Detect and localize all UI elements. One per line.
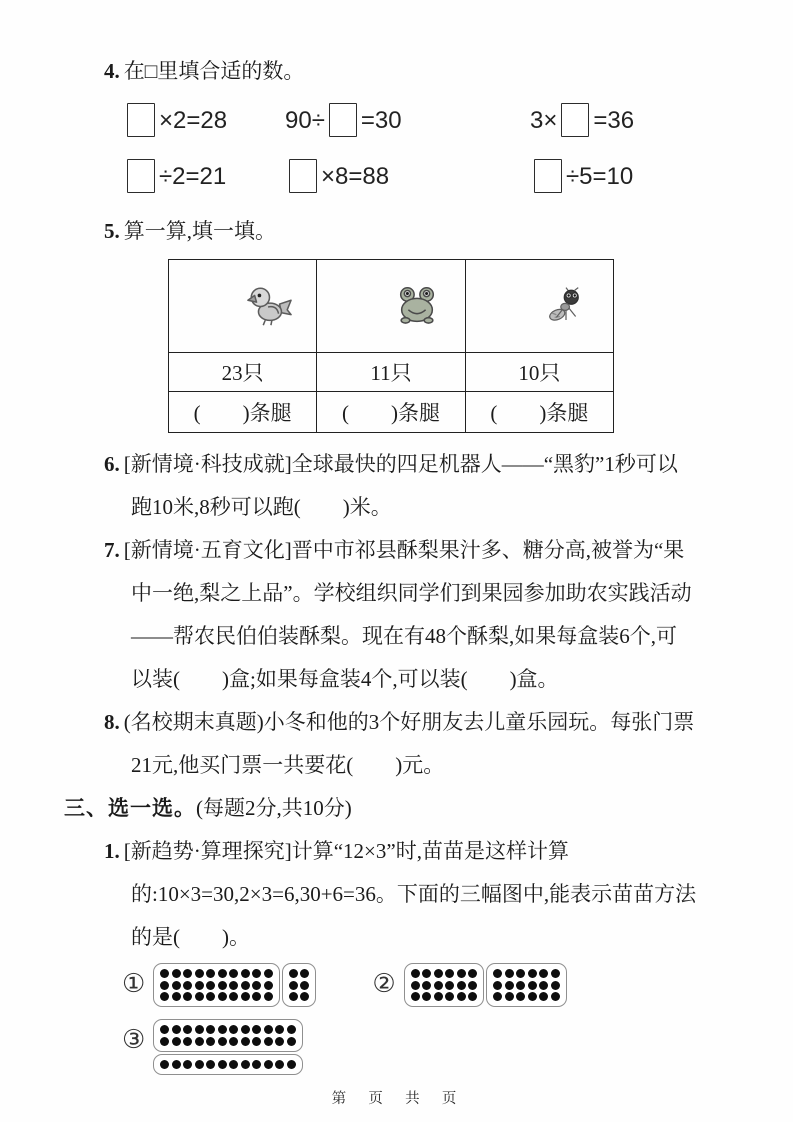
- dot: [183, 1037, 192, 1046]
- dot: [300, 981, 309, 990]
- dot: [206, 981, 215, 990]
- dot-box: [153, 1054, 303, 1075]
- dot: [289, 981, 298, 990]
- dot: [445, 981, 454, 990]
- question-8: [104, 701, 697, 787]
- dot: [434, 981, 443, 990]
- equation-post: =36: [593, 107, 635, 134]
- dot: [206, 1025, 215, 1034]
- dot: [493, 969, 502, 978]
- equation-6: [530, 159, 633, 193]
- q5-title-text: 算一算,填一填。: [123, 219, 276, 243]
- dot: [195, 1060, 204, 1069]
- question-7: [104, 529, 697, 701]
- dot: [264, 1025, 273, 1034]
- dot: [264, 981, 273, 990]
- equation-3: [530, 103, 634, 137]
- q6-number: 6.: [104, 452, 120, 476]
- count-cell: 11只: [317, 353, 465, 392]
- choice-1-label: ①: [122, 969, 146, 999]
- dot: [241, 1037, 250, 1046]
- q6-text: [新情境·科技成就]全球最快的四足机器人——“黑豹”1秒可以跑10米,8秒可以跑( )米。: [123, 452, 678, 519]
- section-3-header: [64, 787, 697, 830]
- choice-2-label: ②: [372, 969, 396, 999]
- dot: [264, 992, 273, 1001]
- dot: [422, 969, 431, 978]
- dot: [183, 1060, 192, 1069]
- dot: [516, 992, 525, 1001]
- dot: [528, 992, 537, 1001]
- q5-number: 5.: [104, 219, 120, 243]
- q8-number: 8.: [104, 710, 120, 734]
- dot-box: [282, 963, 317, 1007]
- equation-post: ×8=88: [321, 163, 390, 190]
- dot: [505, 992, 514, 1001]
- dot: [300, 992, 309, 1001]
- question-6: [104, 443, 697, 529]
- dot: [252, 981, 261, 990]
- dot: [252, 1060, 261, 1069]
- dot: [264, 1037, 273, 1046]
- dot: [468, 969, 477, 978]
- dot-box: [153, 963, 280, 1007]
- dot: [172, 969, 181, 978]
- q7-number: 7.: [104, 538, 120, 562]
- dot: [434, 969, 443, 978]
- dot: [160, 1037, 169, 1046]
- dot: [241, 992, 250, 1001]
- dot: [183, 992, 192, 1001]
- dot: [252, 969, 261, 978]
- dot: [516, 981, 525, 990]
- dot: [241, 1025, 250, 1034]
- dot: [505, 981, 514, 990]
- dot-box: [486, 963, 567, 1007]
- legs-cell: ( )条腿: [465, 392, 613, 433]
- dot: [183, 969, 192, 978]
- choice-3-dot-array: [153, 1019, 303, 1075]
- dot: [264, 969, 273, 978]
- q4-equations-row-2: [104, 154, 697, 198]
- dot: [411, 969, 420, 978]
- dot: [195, 992, 204, 1001]
- dot: [241, 1060, 250, 1069]
- dot: [160, 981, 169, 990]
- answer-box: [561, 103, 589, 137]
- choices-row-1: [122, 963, 697, 1007]
- dot: [241, 969, 250, 978]
- dot: [172, 1037, 181, 1046]
- choice-option-3: [122, 1019, 303, 1075]
- equation-4: [123, 159, 285, 193]
- dot: [493, 981, 502, 990]
- legs-cell: ( )条腿: [169, 392, 317, 433]
- answer-box: [127, 103, 155, 137]
- dot: [160, 969, 169, 978]
- dot: [457, 992, 466, 1001]
- bird-icon: [246, 285, 292, 327]
- dot: [528, 981, 537, 990]
- dot: [172, 1025, 181, 1034]
- dot: [229, 1037, 238, 1046]
- dot: [539, 992, 548, 1001]
- dot-box: [404, 963, 485, 1007]
- dot: [275, 1060, 284, 1069]
- dot: [289, 969, 298, 978]
- dot: [287, 1060, 296, 1069]
- q7-text: [新情境·五育文化]晋中市祁县酥梨果汁多、糖分高,被誉为“果中一绝,梨之上品”。学校组织同学们到果园参加助农实践活动——帮农民伯伯装酥梨。现在有48个酥梨,如果每盒装6个,可以装( )盒;如果每盒装4个,可以装( )盒。: [123, 538, 692, 691]
- dot: [287, 1025, 296, 1034]
- dot: [468, 981, 477, 990]
- dot: [505, 969, 514, 978]
- answer-box: [329, 103, 357, 137]
- q8-text: (名校期末真题)小冬和他的3个好朋友去儿童乐园玩。每张门票21元,他买门票一共要花( )元。: [123, 710, 695, 777]
- dot: [229, 1060, 238, 1069]
- q4-title-text: 在□里填合适的数。: [123, 59, 305, 83]
- answer-box: [127, 159, 155, 193]
- choice-option-2: [372, 963, 566, 1007]
- equation-post: ÷2=21: [159, 163, 227, 190]
- equation-2: [285, 103, 530, 137]
- table-row-animals: [169, 260, 614, 353]
- dot: [275, 1025, 284, 1034]
- dot: [300, 969, 309, 978]
- dot: [289, 992, 298, 1001]
- frog-icon: [394, 285, 440, 327]
- dot: [516, 969, 525, 978]
- dot: [195, 969, 204, 978]
- dot: [528, 969, 537, 978]
- animal-cell-bird: [169, 260, 317, 353]
- dot: [172, 1060, 181, 1069]
- dot: [275, 1037, 284, 1046]
- dot: [287, 1037, 296, 1046]
- dot-box: [153, 1019, 303, 1052]
- dot: [218, 1037, 227, 1046]
- dot: [195, 981, 204, 990]
- section-3-question-1: [104, 830, 697, 959]
- equation-post: ×2=28: [159, 107, 228, 134]
- dot: [411, 992, 420, 1001]
- equation-1: [123, 103, 285, 137]
- dot: [252, 1025, 261, 1034]
- dot: [551, 992, 560, 1001]
- table-row-legs: [169, 392, 614, 433]
- equation-5: [285, 159, 530, 193]
- animal-cell-frog: [317, 260, 465, 353]
- dot: [229, 992, 238, 1001]
- question-5: [104, 210, 697, 433]
- dot: [411, 981, 420, 990]
- dot: [206, 1060, 215, 1069]
- legs-cell: ( )条腿: [317, 392, 465, 433]
- equation-pre: 90÷: [285, 107, 325, 134]
- q5-table: [168, 259, 614, 433]
- dot: [206, 1037, 215, 1046]
- choice-options: [104, 963, 697, 1075]
- count-cell: 23只: [169, 353, 317, 392]
- table-row-counts: [169, 353, 614, 392]
- dot: [252, 1037, 261, 1046]
- dot: [218, 981, 227, 990]
- count-cell: 10只: [465, 353, 613, 392]
- choice-option-1: [122, 963, 316, 1007]
- dot: [206, 969, 215, 978]
- dot: [160, 1060, 169, 1069]
- q4-title: [104, 50, 697, 93]
- s3q1-text: [新趋势·算理探究]计算“12×3”时,苗苗是这样计算的:10×3=30,2×3=6,30+6=36。下面的三幅图中,能表示苗苗方法的是( )。: [123, 839, 697, 949]
- dot: [551, 981, 560, 990]
- dot: [445, 992, 454, 1001]
- choice-1-dot-array: [153, 963, 316, 1007]
- section-3-note: (每题2分,共10分): [196, 796, 352, 820]
- dot: [422, 981, 431, 990]
- dot: [252, 992, 261, 1001]
- equation-post: =30: [360, 107, 402, 134]
- dot: [434, 992, 443, 1001]
- dot: [493, 992, 502, 1001]
- dot: [160, 992, 169, 1001]
- dot: [218, 1060, 227, 1069]
- equation-pre: 3×: [530, 107, 558, 134]
- animal-cell-ant: [465, 260, 613, 353]
- dot: [195, 1025, 204, 1034]
- dot: [195, 1037, 204, 1046]
- dot: [468, 992, 477, 1001]
- q4-number: 4.: [104, 59, 120, 83]
- ant-icon: [545, 286, 587, 326]
- page-footer: 第 页 共 页: [331, 1091, 462, 1107]
- dot: [229, 1025, 238, 1034]
- answer-box: [534, 159, 562, 193]
- question-4: [104, 50, 697, 198]
- dot: [183, 981, 192, 990]
- dot: [457, 969, 466, 978]
- dot: [539, 981, 548, 990]
- dot: [422, 992, 431, 1001]
- dot: [241, 981, 250, 990]
- q4-equations-row-1: [104, 98, 697, 142]
- dot: [206, 992, 215, 1001]
- dot: [183, 1025, 192, 1034]
- choices-row-2: [122, 1019, 697, 1075]
- dot: [229, 969, 238, 978]
- dot: [229, 981, 238, 990]
- dot: [218, 1025, 227, 1034]
- section-3-title: 三、选一选。: [64, 796, 196, 820]
- dot: [160, 1025, 169, 1034]
- answer-box: [289, 159, 317, 193]
- choice-2-dot-array: [404, 963, 567, 1007]
- dot: [539, 969, 548, 978]
- dot: [172, 981, 181, 990]
- q4-equations: [104, 98, 697, 198]
- dot: [445, 969, 454, 978]
- dot: [457, 981, 466, 990]
- dot: [172, 992, 181, 1001]
- dot: [264, 1060, 273, 1069]
- equation-post: ÷5=10: [566, 163, 634, 190]
- q5-title: [104, 210, 697, 253]
- dot: [551, 969, 560, 978]
- s3q1-number: 1.: [104, 839, 120, 863]
- dot: [218, 969, 227, 978]
- dot: [218, 992, 227, 1001]
- choice-3-label: ③: [122, 1025, 146, 1055]
